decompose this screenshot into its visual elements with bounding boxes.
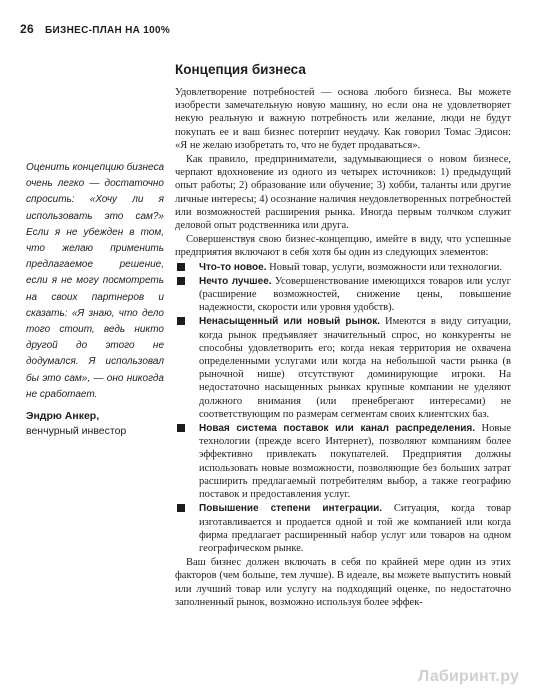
quote-author-name: Эндрю Анкер, xyxy=(26,410,100,423)
list-item xyxy=(175,502,511,555)
list-item xyxy=(175,261,511,274)
square-bullet-icon xyxy=(177,424,185,432)
square-bullet-icon xyxy=(177,504,185,512)
paragraph: Как правило, предприниматели, задумывающиеся о новом бизнесе, черпают вдохновение из одного из четырех источников: 1) предыдущий опыт работы; 2) образование или обучение; 3) хобби, таланты или другие личные интересы; 4) осознание наличия неудовлетворенных потребностей или возможностей расширения рынка. Иногда первым толчком служит деловой опыт родственника или друга. xyxy=(175,154,511,232)
factor-term: Ненасыщенный или новый рынок. xyxy=(199,316,380,328)
factor-text: Новый товар, услуги, возможности или технологии. xyxy=(266,261,502,273)
sidebar-quote-block xyxy=(26,160,164,439)
running-header xyxy=(20,22,170,36)
factor-text: Новые технологии (прежде всего Интернет), позволяют компаниям более эффективно привлекать покупателей. Предприятия должны использовать новые возможности, позволяющие без больших затрат расширить предлагаемый потребителям выбор, а также географию поставок и предоставления услуг. xyxy=(199,423,512,501)
factor-term: Что-то новое. xyxy=(199,261,267,273)
square-bullet-icon xyxy=(177,277,185,285)
quote-attribution xyxy=(26,409,164,439)
sidebar-quote: Оценить концепцию бизнеса очень легко — достаточно спросить: «Хочу ли я использовать это сам?» Если я не убежден в том, что желаю применить предлагаемое решение, если я не могу посмотреть на своих партнеров и сказать: «Я знаю, что дело того стоит, ведь никто другой до этого не додумался. Я использовал бы это сам», — оно никогда не сработает. xyxy=(26,162,164,400)
list-item xyxy=(175,422,511,501)
section-title: Концепция бизнеса xyxy=(175,62,306,77)
closing-paragraph: Ваш бизнес должен включать в себя по крайней мере один из этих факторов (чем больше, тем лучше). В идеале, вы можете выпустить новый или лучший товар или услугу на подходящий оценке, по недостаточно заполненный рынок, возможно используя более эффек- xyxy=(175,557,511,608)
factor-term: Нечто лучшее. xyxy=(199,275,272,287)
watermark: Лабиринт.ру xyxy=(418,668,520,685)
factors-list xyxy=(175,261,511,555)
running-title: БИЗНЕС-ПЛАН НА 100% xyxy=(45,25,171,36)
quote-author-role: венчурный инвестор xyxy=(26,425,127,438)
paragraph: Удовлетворение потребностей — основа любого бизнеса. Вы можете изобрести замечательную новую машину, но если она не удовлетворяет некую реальную и важную потребность или желание, люди не будут покупать ее и ваш бизнес потерпит неудачу. Как говорил Томас Эдисон: «Я не желаю изобретать то, что не будет продаваться». xyxy=(175,87,511,151)
square-bullet-icon xyxy=(177,317,185,325)
square-bullet-icon xyxy=(177,263,185,271)
factor-text: Имеются в виду ситуации, когда рынок предъявляет значительный спрос, но конкуренты не способны удовлетворить его; когда некая территория не охвачена определенными услугами или когда на небольшой части рынка (в рыночной нише) отсутствуют доминирующие игроки. На недостаточно насыщенных рынках крупные компании не уделяют должного внимания (или пренебрегают интересами) не соответствующим по размерам сегментам своих клиентских баз. xyxy=(199,316,511,420)
main-column xyxy=(175,62,511,609)
list-item xyxy=(175,315,511,421)
factor-term: Повышение степени интеграции. xyxy=(199,503,383,515)
page-number: 26 xyxy=(20,22,34,36)
factor-term: Новая система поставок или канал распределения. xyxy=(199,423,476,435)
paragraph: Совершенствуя свою бизнес-концепцию, имейте в виду, что успешные предприятия включают в себя хотя бы один из следующих элементов: xyxy=(175,234,511,259)
factor-text: Ситуация, когда товар изготавливается и продается одной и той же компанией или когда фирма предлагает расширенный набор услуг или товаров на одном географическом рынке. xyxy=(199,503,512,554)
list-item xyxy=(175,275,511,315)
factor-text: Усовершенствование имеющихся товаров или услуг (расширение возможностей, снижение цены, повышение надежности, скорости или уровня удобств). xyxy=(199,275,511,314)
